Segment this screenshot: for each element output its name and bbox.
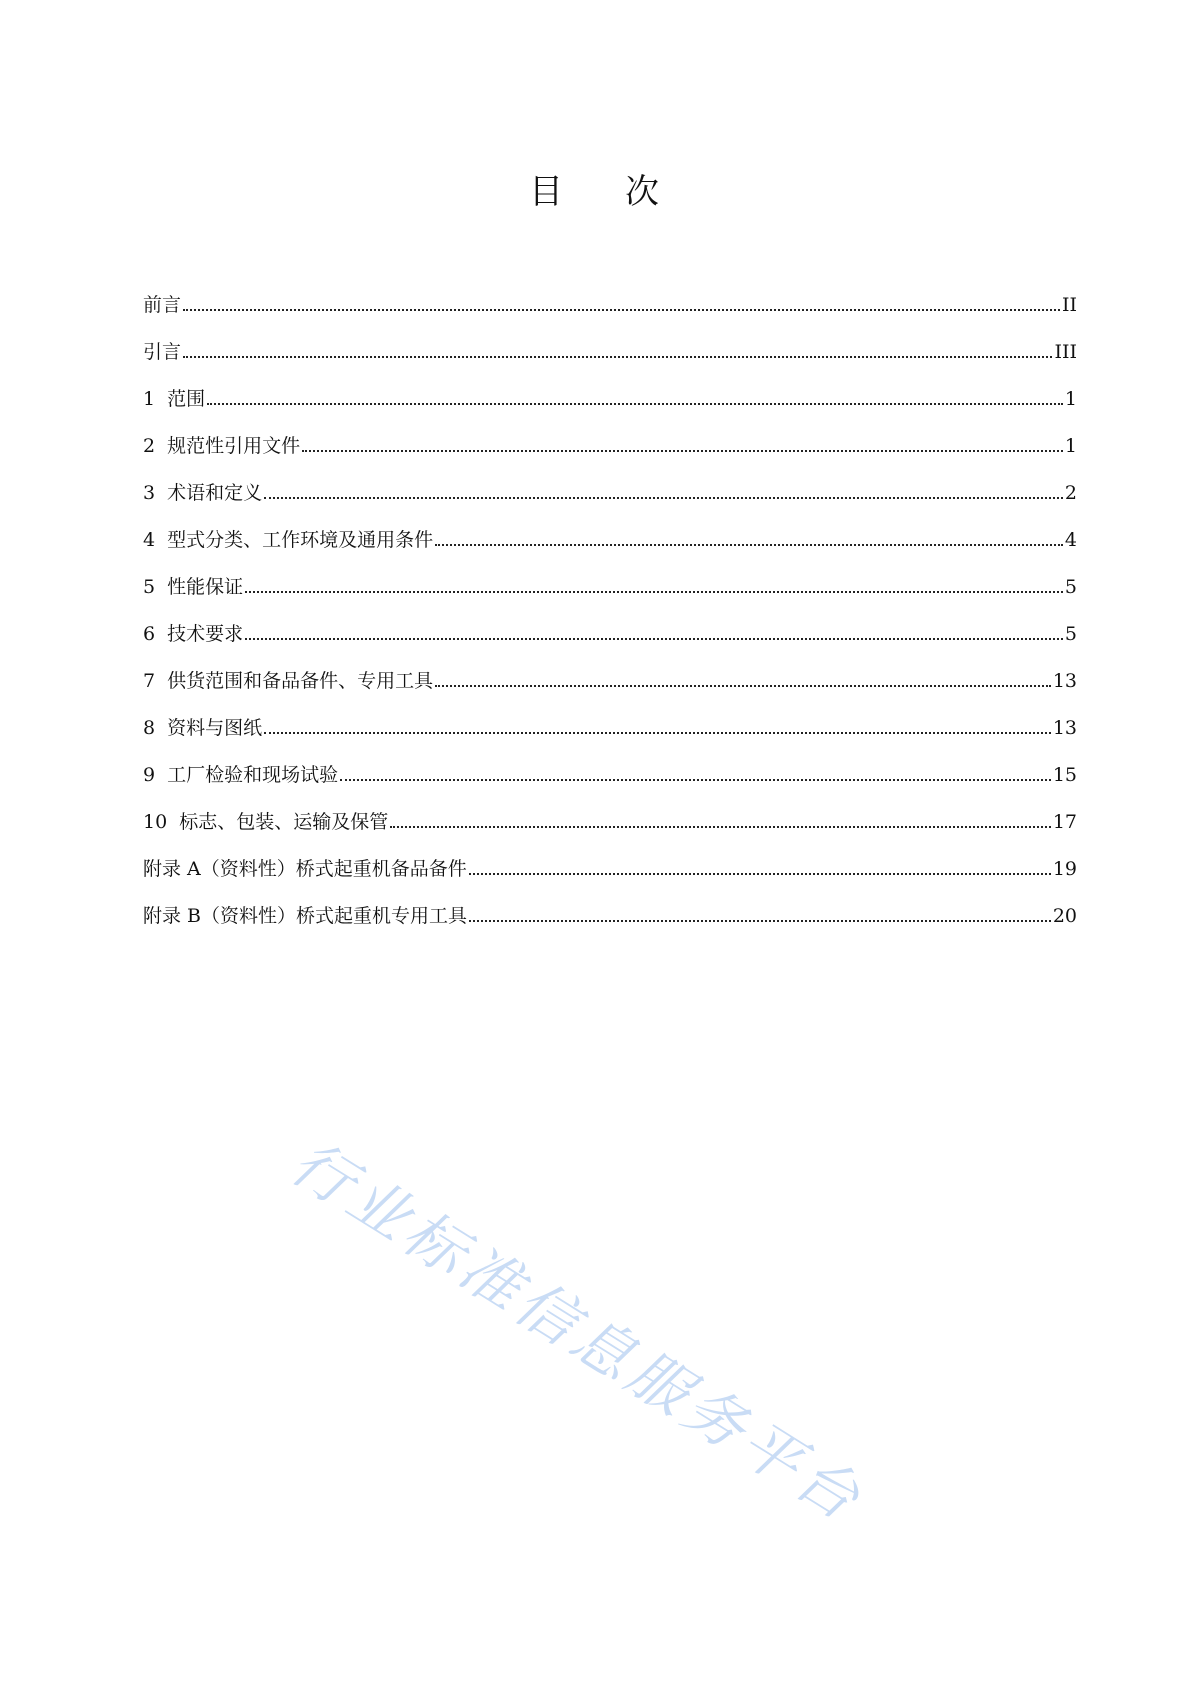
toc-entry-number: 3: [143, 482, 156, 504]
toc-entry-number: 6: [143, 623, 156, 645]
toc-entry-page: 2: [1064, 482, 1077, 504]
table-of-contents: [143, 292, 1077, 950]
toc-entry-page: 13: [1052, 670, 1077, 692]
toc-entry-label: 型式分类、工作环境及通用条件: [167, 529, 434, 551]
toc-entry-number: 7: [143, 670, 156, 692]
toc-entry-page: 5: [1064, 576, 1077, 598]
dot-leader: [302, 450, 1063, 452]
toc-entry-label: 标志、包装、运输及保管: [179, 811, 389, 833]
toc-entry-label: 性能保证: [167, 576, 244, 598]
dot-leader: [435, 685, 1051, 687]
toc-entry-page: 4: [1064, 529, 1077, 551]
toc-entry-number: 8: [143, 717, 156, 739]
toc-entry-page: III: [1054, 341, 1077, 363]
page-title-char-1: 目: [529, 172, 565, 212]
toc-entry-appendix-a[interactable]: [143, 856, 1077, 903]
page-title: [0, 172, 1190, 212]
toc-entry-label: 附录 B（资料性）桥式起重机专用工具: [143, 905, 468, 927]
dot-leader: [435, 544, 1063, 546]
dot-leader: [264, 497, 1063, 499]
toc-entry-label: 附录 A（资料性）桥式起重机备品备件: [143, 858, 467, 880]
toc-entry-label: 范围: [167, 388, 206, 410]
dot-leader: [183, 309, 1060, 311]
toc-entry-label: 资料与图纸: [167, 717, 263, 739]
dot-leader: [183, 356, 1052, 358]
toc-entry-label: 引言: [143, 341, 182, 363]
toc-entry-page: 17: [1052, 811, 1077, 833]
toc-entry-appendix-b[interactable]: [143, 903, 1077, 950]
toc-entry-label: 供货范围和备品备件、专用工具: [167, 670, 434, 692]
dot-leader: [469, 873, 1051, 875]
toc-entry-page: II: [1061, 294, 1077, 316]
toc-entry-label: 前言: [143, 294, 182, 316]
toc-entry-label: 工厂检验和现场试验: [167, 764, 339, 786]
toc-entry-classification[interactable]: [143, 527, 1077, 574]
toc-entry-page: 1: [1064, 435, 1077, 457]
toc-entry-documents-drawings[interactable]: [143, 715, 1077, 762]
watermark: 行业标准信息服务平台: [278, 1127, 876, 1537]
toc-entry-normative-references[interactable]: [143, 433, 1077, 480]
toc-entry-label: 技术要求: [167, 623, 244, 645]
toc-entry-number: 5: [143, 576, 156, 598]
dot-leader: [469, 920, 1051, 922]
toc-entry-page: 19: [1052, 858, 1077, 880]
toc-entry-performance-guarantee[interactable]: [143, 574, 1077, 621]
toc-entry-inspection-testing[interactable]: [143, 762, 1077, 809]
toc-entry-number: 1: [143, 388, 156, 410]
dot-leader: [390, 826, 1051, 828]
page-title-char-2: 次: [625, 172, 661, 212]
dot-leader: [207, 403, 1063, 405]
toc-entry-label: 术语和定义: [167, 482, 263, 504]
toc-entry-marking-packaging[interactable]: [143, 809, 1077, 856]
toc-entry-page: 20: [1052, 905, 1077, 927]
toc-entry-label: 规范性引用文件: [167, 435, 301, 457]
dot-leader: [264, 732, 1051, 734]
toc-entry-page: 15: [1052, 764, 1077, 786]
toc-entry-page: 13: [1052, 717, 1077, 739]
toc-entry-introduction[interactable]: [143, 339, 1077, 386]
toc-entry-number: 4: [143, 529, 156, 551]
toc-entry-technical-requirements[interactable]: [143, 621, 1077, 668]
dot-leader: [245, 591, 1063, 593]
toc-entry-foreword[interactable]: [143, 292, 1077, 339]
toc-entry-page: 1: [1064, 388, 1077, 410]
toc-entry-terms-definitions[interactable]: [143, 480, 1077, 527]
dot-leader: [245, 638, 1063, 640]
toc-entry-supply-scope[interactable]: [143, 668, 1077, 715]
toc-entry-scope[interactable]: [143, 386, 1077, 433]
toc-entry-number: 10: [143, 811, 168, 833]
toc-entry-number: 9: [143, 764, 156, 786]
toc-entry-number: 2: [143, 435, 156, 457]
dot-leader: [340, 779, 1051, 781]
toc-entry-page: 5: [1064, 623, 1077, 645]
